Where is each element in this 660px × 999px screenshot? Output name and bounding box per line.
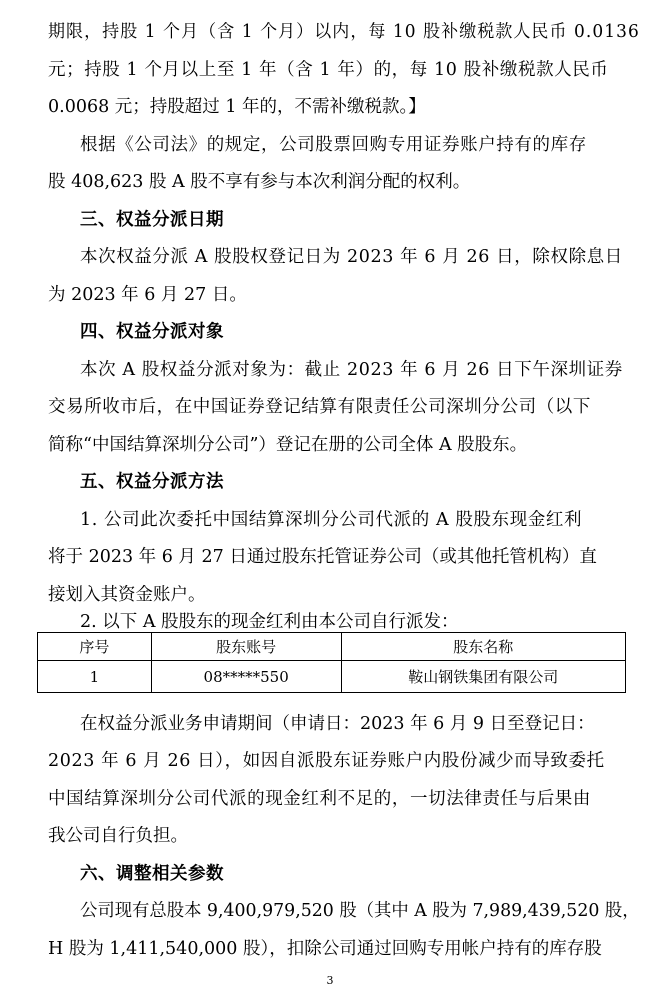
target-paragraph-line-1: 本次 A 股权益分派对象为：截止 2023 年 6 月 26 日下午深圳证券 [80,360,623,380]
self-distribution-table [37,632,626,693]
section-heading-dates: 三、权益分派日期 [80,210,224,230]
liability-paragraph-line-4: 我公司自行负担。 [48,826,188,846]
capital-paragraph-line-2: H 股为 1,411,540,000 股），扣除公司通过回购专用帐户持有的库存股 [48,939,602,959]
tax-paragraph-line-2: 元；持股 1 个月以上至 1 年（含 1 年）的，每 10 股补缴税款人民币 [48,60,609,80]
page-number: 3 [326,974,334,987]
cell-account: 08*****550 [151,661,341,693]
table-row [38,661,626,693]
method1-paragraph-line-2: 将于 2023 年 6 月 27 日通过股东托管证券公司（或其他托管机构）直 [48,547,597,567]
capital-paragraph-line-1: 公司现有总股本 9,400,979,520 股（其中 A 股为 7,989,439,520 股， [80,901,640,921]
liability-paragraph-line-1: 在权益分派业务申请期间（申请日：2023 年 6 月 9 日至登记日： [80,714,595,734]
section-heading-adjustment: 六、调整相关参数 [80,864,224,884]
liability-paragraph-line-2: 2023 年 6 月 26 日），如因自派股东证券账户内股份减少而导致委托 [48,751,605,771]
cell-holder-name: 鞍山钢铁集团有限公司 [341,661,625,693]
column-header-account: 股东账号 [151,633,341,661]
method2-paragraph: 2. 以下 A 股股东的现金红利由本公司自行派发： [80,612,459,632]
treasury-paragraph-line-1: 根据《公司法》的规定，公司股票回购专用证券账户持有的库存 [80,135,587,155]
tax-paragraph-line-3: 0.0068 元；持股超过 1 年的，不需补缴税款。】 [48,97,426,117]
treasury-paragraph-line-2: 股 408,623 股 A 股不享有参与本次利润分配的权利。 [48,172,471,192]
column-header-holder-name: 股东名称 [341,633,625,661]
section-heading-target: 四、权益分派对象 [80,322,224,342]
target-paragraph-line-2: 交易所收市后，在中国证券登记结算有限责任公司深圳分公司（以下 [48,397,591,417]
dates-paragraph-line-1: 本次权益分派 A 股股权登记日为 2023 年 6 月 26 日，除权除息日 [80,247,623,267]
method1-paragraph-line-1: 1. 公司此次委托中国结算深圳分公司代派的 A 股股东现金红利 [80,510,583,530]
cell-index: 1 [38,661,152,693]
dates-paragraph-line-2: 为 2023 年 6 月 27 日。 [48,285,247,305]
table-header-row [38,633,626,661]
column-header-index: 序号 [38,633,152,661]
liability-paragraph-line-3: 中国结算深圳分公司代派的现金红利不足的，一切法律责任与后果由 [48,789,591,809]
method1-paragraph-line-3: 接划入其资金账户。 [48,585,206,605]
target-paragraph-line-3: 简称“中国结算深圳分公司”）登记在册的公司全体 A 股股东。 [48,435,528,455]
section-heading-method: 五、权益分派方法 [80,472,224,492]
tax-paragraph-line-1: 期限，持股 1 个月（含 1 个月）以内，每 10 股补缴税款人民币 0.0136 [48,22,640,42]
